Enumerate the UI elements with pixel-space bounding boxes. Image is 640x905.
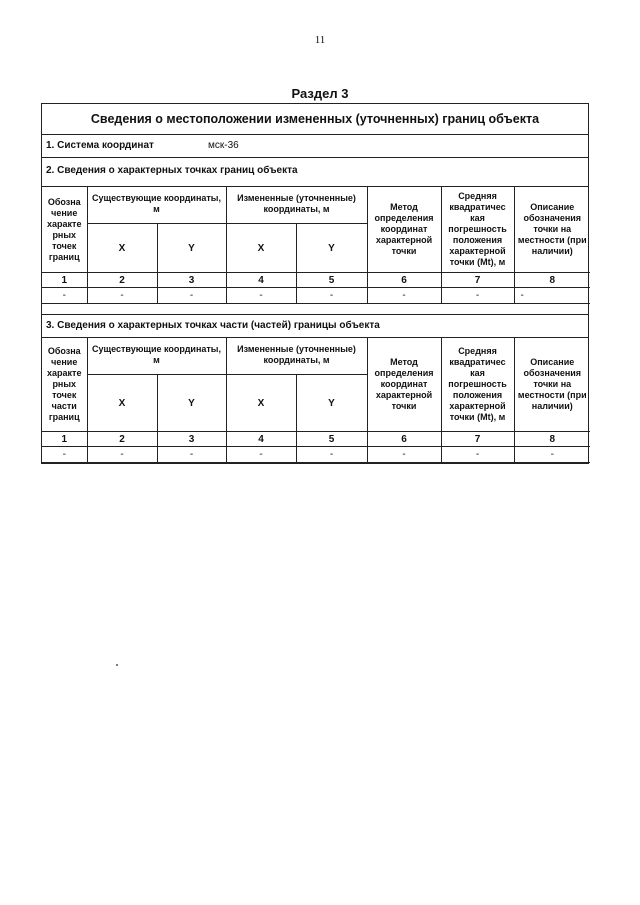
- header-existing-x: X: [87, 375, 157, 432]
- column-number: 8: [514, 273, 590, 288]
- main-title: Сведения о местоположении измененных (уточненных) границ объекта: [42, 104, 588, 135]
- column-number: 1: [42, 432, 87, 447]
- table-row: [42, 288, 590, 304]
- column-number: 3: [157, 432, 226, 447]
- section2-title: 2. Сведения о характерных точках границ объекта: [42, 158, 588, 187]
- table-cell: -: [296, 288, 367, 304]
- table-cell: -: [514, 447, 590, 463]
- header-description: Описание обозначения точки на местности (при наличии): [514, 338, 590, 432]
- boundary-info-form: [41, 103, 589, 464]
- column-number: 2: [87, 273, 157, 288]
- column-number: 4: [226, 432, 296, 447]
- table-cell: -: [441, 288, 514, 304]
- section-divider: [42, 304, 588, 315]
- section3-table: [42, 338, 590, 463]
- column-number: 4: [226, 273, 296, 288]
- coordinate-system-value: мск-36: [208, 140, 239, 151]
- header-changed-coordinates: Измененные (уточненные) координаты, м: [226, 187, 367, 224]
- column-number: 2: [87, 432, 157, 447]
- header-changed-x: X: [226, 375, 296, 432]
- header-method: Метод определения координат характерной точки: [367, 187, 441, 273]
- page-number: 11: [314, 34, 326, 46]
- header-existing-y: Y: [157, 224, 226, 273]
- table-cell: -: [367, 288, 441, 304]
- table-cell: -: [514, 288, 590, 304]
- table-cell: -: [87, 447, 157, 463]
- table-row: [42, 447, 590, 463]
- table-cell: -: [157, 288, 226, 304]
- table-cell: -: [226, 288, 296, 304]
- column-number-row: [42, 432, 590, 447]
- header-changed-x: X: [226, 224, 296, 273]
- column-number: 1: [42, 273, 87, 288]
- table-cell: -: [296, 447, 367, 463]
- stray-mark: [116, 664, 118, 666]
- column-number: 5: [296, 432, 367, 447]
- table-cell: -: [441, 447, 514, 463]
- table-cell: -: [367, 447, 441, 463]
- header-existing-coordinates: Существующие координаты, м: [87, 187, 226, 224]
- header-existing-x: X: [87, 224, 157, 273]
- column-number: 7: [441, 273, 514, 288]
- column-number: 7: [441, 432, 514, 447]
- header-changed-y: Y: [296, 224, 367, 273]
- header-designation: Обозна чение характе рных точек границ: [42, 187, 87, 273]
- column-number: 3: [157, 273, 226, 288]
- table-cell: -: [157, 447, 226, 463]
- table-cell: -: [226, 447, 296, 463]
- column-number: 6: [367, 273, 441, 288]
- header-existing-y: Y: [157, 375, 226, 432]
- table-cell: -: [87, 288, 157, 304]
- header-changed-coordinates: Измененные (уточненные) координаты, м: [226, 338, 367, 375]
- coordinate-system-label: 1. Система координат: [46, 140, 154, 151]
- column-number: 6: [367, 432, 441, 447]
- table-cell: -: [42, 288, 87, 304]
- header-method: Метод определения координат характерной точки: [367, 338, 441, 432]
- section3-title: 3. Сведения о характерных точках части (частей) границы объекта: [42, 315, 588, 338]
- column-number: 5: [296, 273, 367, 288]
- column-number-row: [42, 273, 590, 288]
- column-number: 8: [514, 432, 590, 447]
- coordinate-system-row: [42, 135, 588, 158]
- header-designation: Обозна чение характе рных точек части границ: [42, 338, 87, 432]
- table-cell: -: [42, 447, 87, 463]
- section2-table: [42, 187, 590, 304]
- header-error: Средняя квадратичес кая погрешность положения характерной точки (Mt), м: [441, 187, 514, 273]
- section-title: Раздел 3: [291, 86, 349, 101]
- header-existing-coordinates: Существующие координаты, м: [87, 338, 226, 375]
- header-description: Описание обозначения точки на местности (при наличии): [514, 187, 590, 273]
- header-changed-y: Y: [296, 375, 367, 432]
- header-error: Средняя квадратичес кая погрешность положения характерной точки (Mt), м: [441, 338, 514, 432]
